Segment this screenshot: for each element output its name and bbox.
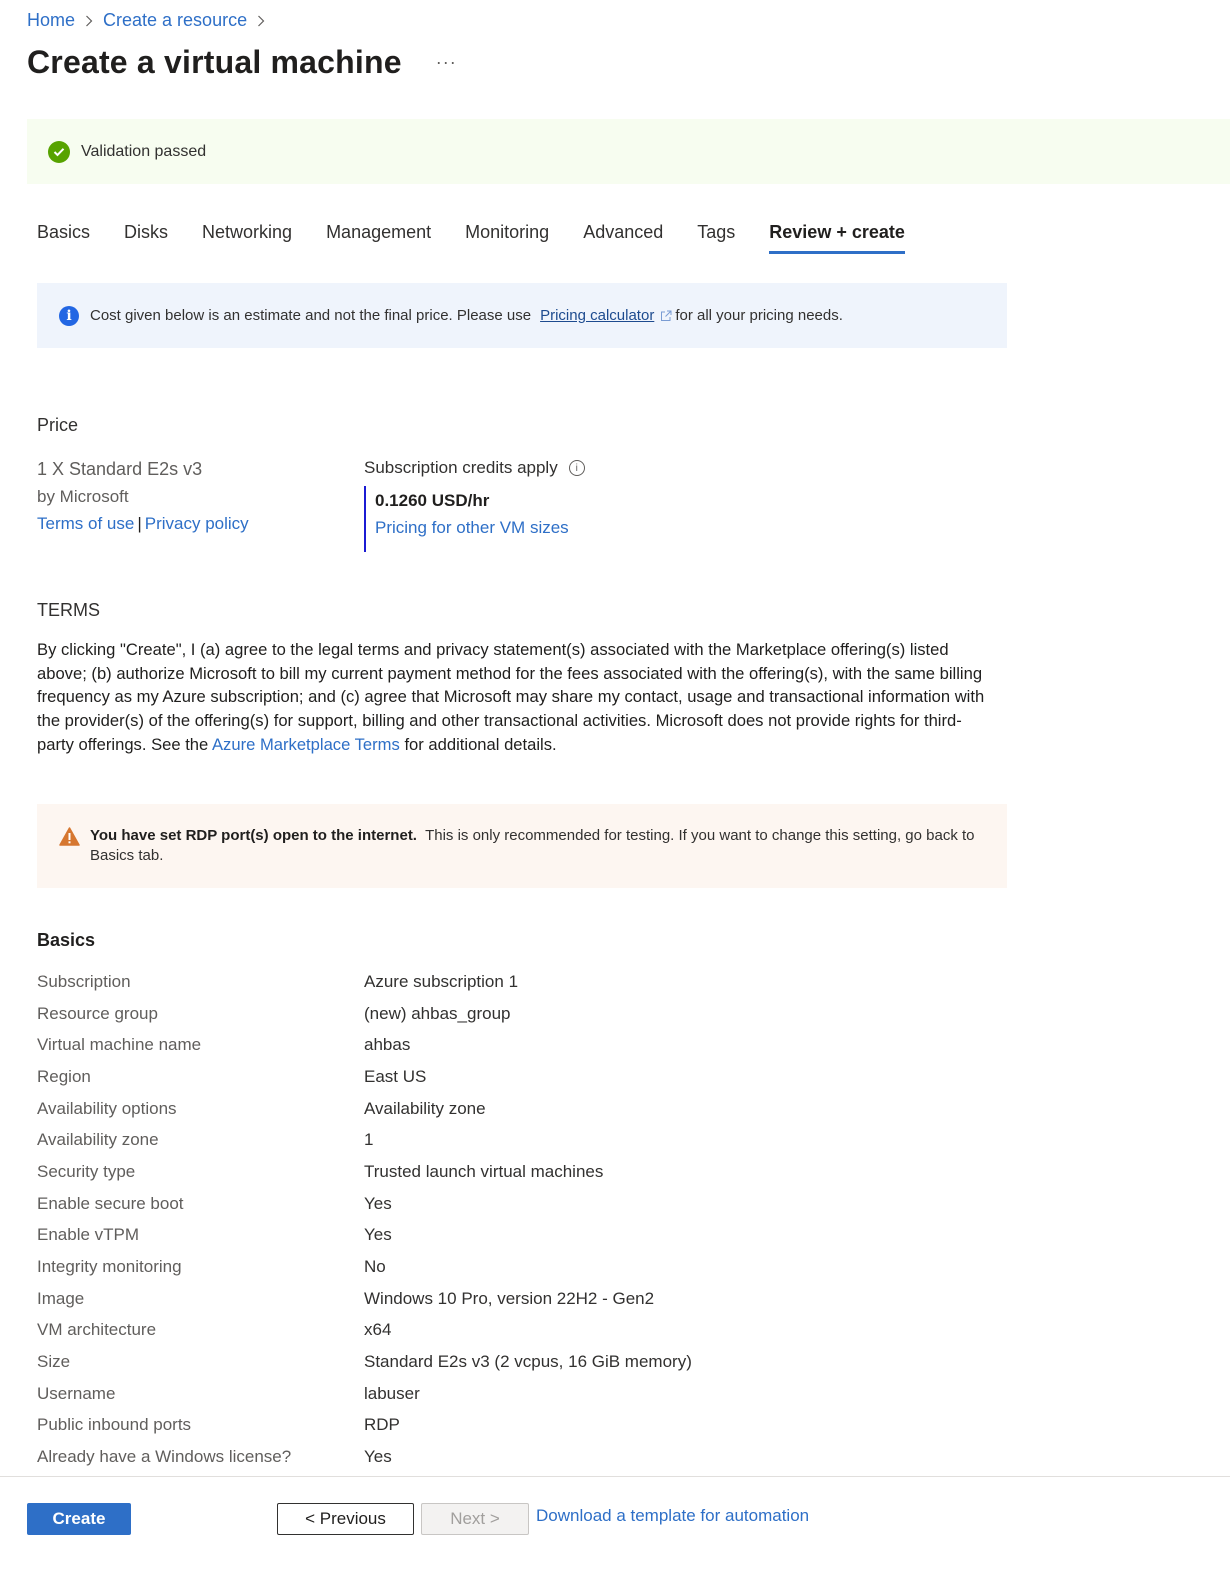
terms-section-title: TERMS <box>37 600 100 620</box>
warning-bold-text: You have set RDP port(s) open to the internet. <box>90 827 417 844</box>
summary-row-windows-license <box>37 1441 692 1473</box>
row-label: Availability options <box>37 1098 177 1118</box>
privacy-policy-link[interactable]: Privacy policy <box>144 514 249 533</box>
terms-body-after: for additional details. <box>404 734 557 754</box>
azure-marketplace-terms-link[interactable]: Azure Marketplace Terms <box>211 734 400 754</box>
price-product-info <box>37 456 249 537</box>
row-label: Security type <box>37 1161 136 1181</box>
terms-of-use-link[interactable]: Terms of use <box>37 514 135 533</box>
info-icon: i <box>59 306 79 326</box>
tab-tags[interactable]: Tags <box>697 222 736 242</box>
warning-text: This is only recommended for testing. If you want to change this setting, go back to Basics tab. <box>90 827 975 864</box>
row-label: Enable secure boot <box>37 1193 184 1213</box>
breadcrumb <box>27 10 275 31</box>
price-section-title: Price <box>37 415 79 435</box>
summary-row-size <box>37 1346 692 1378</box>
row-value: 1 <box>364 1130 374 1150</box>
row-value: x64 <box>364 1320 392 1340</box>
row-value: Yes <box>364 1225 392 1245</box>
validation-status-text: Validation passed <box>81 142 207 160</box>
row-value: ahbas <box>364 1035 411 1055</box>
link-separator: | <box>137 514 142 533</box>
tab-advanced[interactable]: Advanced <box>583 222 664 242</box>
footer-divider <box>0 1476 1230 1477</box>
info-banner-text-after: for all your pricing needs. <box>675 307 843 324</box>
product-name: 1 X Standard E2s v3 <box>37 459 203 479</box>
row-value: No <box>364 1257 386 1277</box>
row-label: Enable vTPM <box>37 1225 140 1245</box>
summary-row-availability-zone <box>37 1124 692 1156</box>
external-link-icon <box>660 310 672 322</box>
product-publisher: by Microsoft <box>37 487 129 506</box>
row-label: Availability zone <box>37 1130 159 1150</box>
validation-banner <box>27 119 1230 184</box>
summary-row-vm-name <box>37 1029 692 1061</box>
chevron-right-icon <box>85 15 93 27</box>
row-label: Resource group <box>37 1003 158 1023</box>
row-label: Subscription <box>37 971 131 991</box>
row-value: (new) ahbas_group <box>364 1003 511 1023</box>
row-label: Virtual machine name <box>37 1035 202 1055</box>
check-circle-icon <box>48 141 70 163</box>
summary-row-public-inbound-ports <box>37 1410 692 1442</box>
tab-management[interactable]: Management <box>326 222 432 242</box>
rdp-warning-banner <box>37 804 1007 888</box>
row-label: Image <box>37 1288 85 1308</box>
row-value: Azure subscription 1 <box>364 971 519 991</box>
more-options-icon[interactable]: ··· <box>435 52 457 72</box>
row-value: labuser <box>364 1383 420 1403</box>
info-tooltip-icon[interactable]: i <box>569 460 585 476</box>
pricing-other-sizes-link[interactable]: Pricing for other VM sizes <box>375 518 569 537</box>
terms-body: By clicking "Create", I (a) agree to the legal terms and privacy statement(s) associated with the Marketplace offering(s) listed above; (b) authorize Microsoft to bill my current payment method for the fees associated with the offering(s), with the same billing frequency as my Azure subscription; and (c) agree that Microsoft may share my contact, usage and transactional information with the provider(s) of the offering(s) for support, billing and other transactional activities. Microsoft does not provide rights for third-party offerings. See the <box>37 640 985 754</box>
row-label: VM architecture <box>37 1320 157 1340</box>
row-value: Availability zone <box>364 1098 486 1118</box>
summary-row-image <box>37 1283 692 1315</box>
pricing-calculator-link[interactable]: Pricing calculator <box>540 307 655 324</box>
download-template-link[interactable]: Download a template for automation <box>536 1506 810 1525</box>
summary-row-username <box>37 1378 692 1410</box>
price-amount: 0.1260 USD/hr <box>375 491 490 510</box>
tab-networking[interactable]: Networking <box>202 222 293 242</box>
breadcrumb-home[interactable]: Home <box>27 10 76 30</box>
create-button[interactable]: Create <box>27 1503 131 1535</box>
row-value: Standard E2s v3 (2 vcpus, 16 GiB memory) <box>364 1352 692 1372</box>
summary-row-resource-group <box>37 998 692 1030</box>
row-value: Yes <box>364 1447 392 1467</box>
row-label: Public inbound ports <box>37 1415 192 1435</box>
row-value: RDP <box>364 1415 400 1435</box>
row-label: Integrity monitoring <box>37 1257 182 1277</box>
row-label: Username <box>37 1383 116 1403</box>
row-value: Yes <box>364 1193 392 1213</box>
tab-basics[interactable]: Basics <box>37 222 91 242</box>
row-label: Region <box>37 1066 91 1086</box>
summary-row-integrity-monitoring <box>37 1251 692 1283</box>
summary-row-secure-boot <box>37 1188 692 1220</box>
next-button[interactable]: Next > <box>421 1503 529 1535</box>
row-label: Size <box>37 1352 71 1372</box>
row-value: Trusted launch virtual machines <box>364 1161 604 1181</box>
basics-section-title: Basics <box>37 930 96 950</box>
price-box <box>364 486 585 552</box>
subscription-credits <box>364 458 585 478</box>
tab-review-create[interactable]: Review + create <box>769 222 905 254</box>
page-title: Create a virtual machine <box>27 44 402 80</box>
tab-monitoring[interactable]: Monitoring <box>465 222 550 242</box>
summary-row-region <box>37 1061 692 1093</box>
row-value: Windows 10 Pro, version 22H2 - Gen2 <box>364 1288 655 1308</box>
previous-button[interactable]: < Previous <box>277 1503 414 1535</box>
breadcrumb-create-resource[interactable]: Create a resource <box>103 10 248 30</box>
terms-text <box>37 638 987 757</box>
wizard-tabs <box>37 222 939 254</box>
row-value: East US <box>364 1066 427 1086</box>
chevron-right-icon <box>257 15 265 27</box>
info-banner-text: Cost given below is an estimate and not the final price. Please use <box>90 307 532 324</box>
summary-row-vtpm <box>37 1220 692 1252</box>
summary-row-vm-architecture <box>37 1315 692 1347</box>
warning-icon <box>59 827 80 852</box>
title-row <box>27 44 457 81</box>
tab-disks[interactable]: Disks <box>124 222 169 242</box>
summary-row-availability-options <box>37 1093 692 1125</box>
price-details <box>364 458 585 552</box>
summary-row-subscription <box>37 966 692 998</box>
summary-row-security-type <box>37 1156 692 1188</box>
row-label: Already have a Windows license? <box>37 1447 292 1467</box>
cost-info-banner <box>37 283 1007 348</box>
basics-summary <box>37 966 692 1473</box>
credits-label: Subscription credits apply <box>364 458 558 477</box>
